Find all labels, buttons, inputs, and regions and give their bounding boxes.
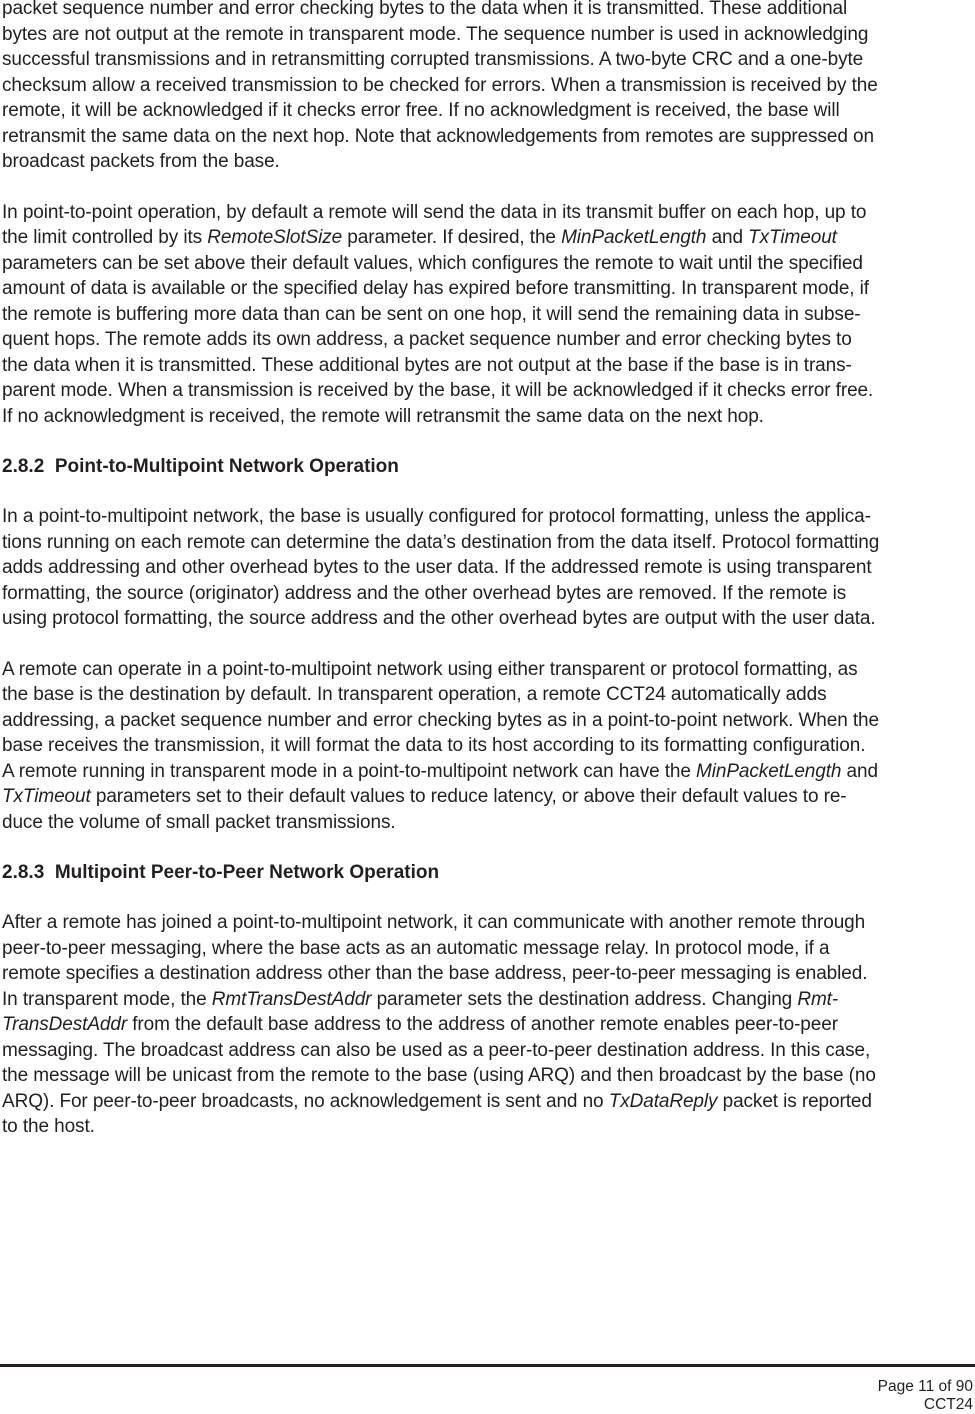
paragraph [2,504,972,632]
text-run: parameters set to their default values to reduce latency, or above their default values to re- duce the volume of small packet transmissions. [2,786,847,833]
text-run: and [706,227,749,248]
paragraph [2,910,972,1140]
text-run: packet is reported to the host. [2,1090,872,1137]
text-run: parameter. If desired, the [342,227,562,248]
italic-term: TxDataReply [608,1090,718,1112]
section-title: Point-to-Multipoint Network Operation [54,456,399,477]
section-number: 2.8.3 [2,862,45,883]
text-run: In a point-to-multipoint network, the base is usually configured for protocol formatting, unless the applica- tions running on each remote can determine the data’s destination from the data itself. Protocol formatting adds addressing and other overhead bytes to the user data. If the addressed remote is using transparent formatting, the source (originator) address and the other overhead bytes are removed. If the remote is using protocol formatting, the source address and the other overhead bytes are output with the user data. [2,506,880,629]
text-run: packet sequence number and error checking bytes to the data when it is transmitted. These additional bytes are not output at the remote in transparent mode. The sequence number is used in acknowledging successful transmissions and in retransmitting corrupted transmissions. A two-byte CRC and a one-byte checksum allow a received transmission to be checked for errors. When a transmission is received by the remote, it will be acknowledged if it checks error free. If no acknowledgment is received, the base will retransmit the same data on the next hop. Note that acknowledgements from remotes are suppressed on broadcast packets from the base. [2,0,878,172]
page-footer [878,1378,973,1414]
text-run: and [846,760,878,782]
italic-term: RemoteSlotSize [207,227,343,248]
paragraph [2,200,972,430]
section-title: Multipoint Peer-to-Peer Network Operation [54,862,440,883]
text-run: In point-to-point operation, by default a remote will send the data in its transmit buffer on each hop, up to the limit controlled by its [2,201,867,248]
text-run: parameters can be set above their default values, which configures the remote to wait until the specified amount of data is available or the specified delay has expired before transmitting. In transparent mode, if the remote is buffering more data than can be sent on one hop, it will send the remaining data in subse- quent hops. The remote adds its own address, a packet sequence number and error checking bytes to the data when it is transmitted. These additional bytes are not output at the base if the base is in trans- parent mode. When a transmission is received by the base, it will be acknowledged if it checks error free. If no acknowledgment is received, the remote will retransmit the same data on the next hop. [2,252,874,427]
footer-rule [0,1364,975,1367]
italic-term: MinPacketLength [561,227,707,248]
text-run: from the default base address to the address of another remote enables peer-to-peer messaging. The broadcast address can also be used as a peer-to-peer destination address. In this case, the message will be unicast from the remote to the base (using ARQ) and then broadcast by the base (no ARQ). For peer-to-peer broadcasts, no acknowledgement is sent and no [2,1014,876,1112]
text-run: parameter sets the destination address. Changing [371,988,798,1010]
section-heading-2-8-3 [2,860,972,885]
italic-term: TxTimeout [748,227,837,248]
text-run: A remote can operate in a point-to-multipoint network using either transparent or protocol formatting, as the base is the destination by default. In transparent operation, a remote CCT24 automatically adds addressing, a packet sequence number and error checking bytes as in a point-to-point network. When the base receives the transmission, it will format the data to its host according to its formatting configuration. A remote running in transparent mode in a point-to-multipoint network can have the [2,658,879,782]
document-body [2,0,972,1140]
italic-term: RmtTransDestAddr [211,988,372,1010]
paragraph [2,0,972,175]
page-number: Page 11 of 90 [877,1378,973,1395]
italic-term: Rmt- TransDestAddr [2,988,839,1035]
document-id: CCT24 [923,1396,973,1413]
italic-term: MinPacketLength [696,760,842,782]
italic-term: TxTimeout [2,786,91,807]
section-heading-2-8-2 [2,454,972,479]
paragraph [2,657,972,836]
section-number: 2.8.2 [2,456,45,477]
text-run: After a remote has joined a point-to-multipoint network, it can communicate with another remote through peer-to-peer messaging, where the base acts as an automatic message relay. In protocol mode, if a remote specifies a destination address other than the base address, peer-to-peer messaging is enabled. In transparent mode, the [2,912,868,1010]
